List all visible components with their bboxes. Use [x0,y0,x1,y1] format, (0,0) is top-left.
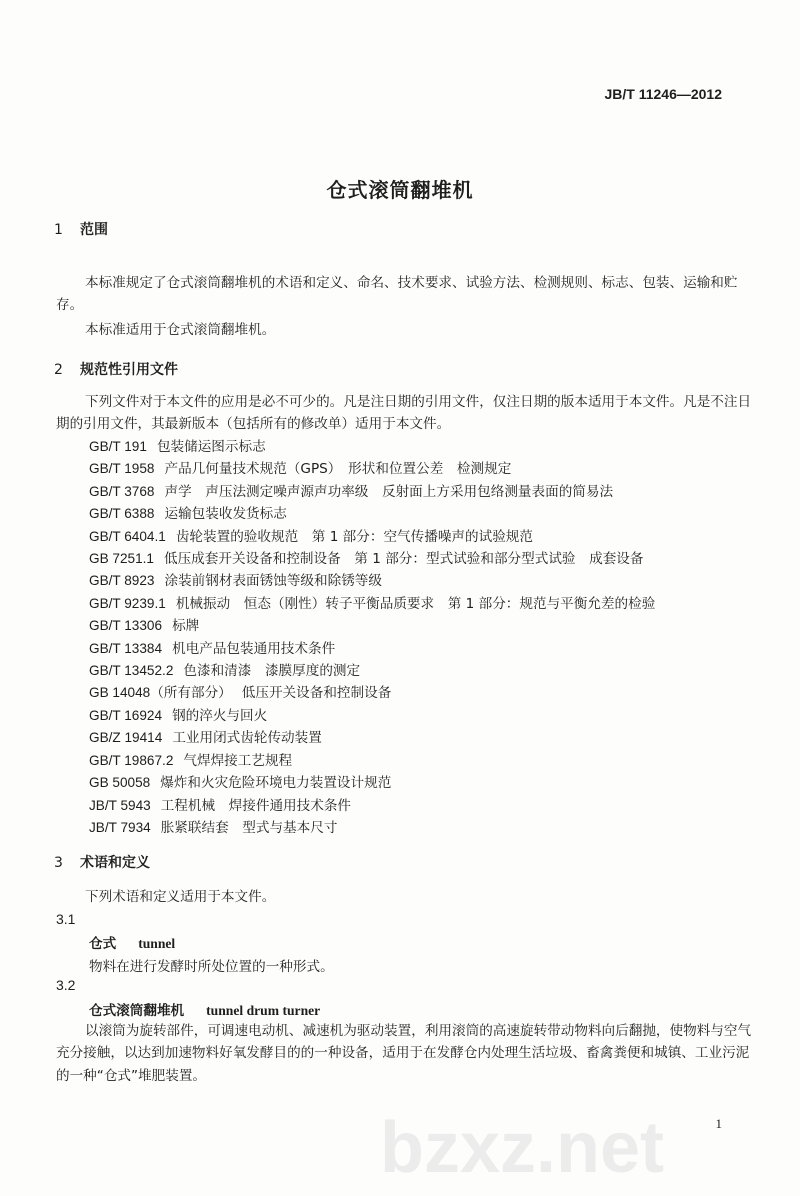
reference-code: GB/T 3768 [89,483,155,499]
reference-code: JB/T 5943 [89,797,151,813]
reference-list [89,436,655,839]
reference-item [89,458,655,480]
document-title: 仓式滚筒翻堆机 [326,178,474,202]
term-number: 3.2 [56,977,76,993]
reference-title: 工业用闭式齿轮传动装置 [172,730,322,747]
reference-title: 运输包装收发货标志 [164,506,287,523]
reference-item [89,750,655,772]
section-1-para-2 [56,319,756,341]
reference-code: GB/T 8923 [89,573,155,589]
reference-item [89,570,655,592]
term-definition [56,1020,756,1087]
reference-code: GB/T 6404.1 [89,528,166,544]
reference-item [89,727,655,749]
term-zh: 仓式滚筒翻堆机 [89,1003,185,1019]
reference-item [89,593,655,615]
reference-title: 齿轮装置的验收规范 第 1 部分：空气传播噪声的试验规范 [175,528,533,545]
term-heading [89,999,320,1019]
standard-number: JB/T 11246—2012 [604,86,722,102]
reference-item [89,705,655,727]
reference-title: 工程机械 焊接件通用技术条件 [160,797,352,814]
reference-code: GB/T 191 [89,439,147,454]
section-2-para [56,391,756,436]
reference-title: 钢的淬火与回火 [172,707,268,724]
section-title: 范围 [80,222,108,238]
reference-title: 胀紧联结套 型式与基本尺寸 [160,819,338,836]
reference-title: 气焊焊接工艺规程 [183,752,293,769]
section-3-para [56,886,756,908]
term-definition: 物料在进行发酵时所处位置的一种形式。 [89,959,334,975]
reference-title: 低压开关设备和控制设备 [241,685,392,702]
paragraph-text: 下列术语和定义适用于本文件。 [85,889,276,905]
section-1-heading [54,219,108,239]
term-zh: 仓式 [89,936,117,952]
section-title: 术语和定义 [80,855,150,871]
reference-code: GB 7251.1 [89,551,154,567]
reference-code: GB/T 19867.2 [89,752,174,768]
section-number: 1 [54,222,63,238]
reference-item [89,817,655,839]
term-number: 3.1 [56,911,76,927]
section-3-heading [54,852,150,872]
reference-title: 产品几何量技术规范（GPS） 形状和位置公差 检测规定 [164,461,512,478]
watermark: bzxz.net [380,1108,665,1188]
term-en: tunnel drum turner [206,1003,321,1018]
reference-code: GB/T 13452.2 [89,663,174,679]
section-title: 规范性引用文件 [80,362,178,378]
reference-item [89,638,655,660]
reference-item [89,481,655,503]
reference-title: 包装储运图示标志 [156,439,266,455]
reference-code: GB/T 13306 [89,618,163,634]
reference-item [89,660,655,682]
reference-item [89,526,655,548]
paragraph-text: 以滚筒为旋转部件，可调速电动机、减速机为驱动装置，利用滚筒的高速旋转带动物料向后翻抛，使物料与空气充分接触，以达到加速物料好氧发酵目的的一种设备，适用于在发酵仓内处理生活垃圾、畜禽粪便和城镇、工业污泥的一种“仓式”堆肥装置。 [56,1023,752,1084]
reference-title: 涂装前钢材表面锈蚀等级和除锈等级 [164,573,382,590]
reference-code: GB/T 6388 [89,506,155,522]
reference-code: GB/T 13384 [89,640,163,656]
reference-item [89,548,655,570]
reference-title: 色漆和清漆 漆膜厚度的测定 [183,663,361,680]
section-number: 3 [54,855,63,871]
reference-item [89,503,655,525]
reference-title: 机械振动 恒态（刚性）转子平衡品质要求 第 1 部分：规范与平衡允差的检验 [175,595,656,612]
reference-code: GB/Z 19414 [89,730,163,746]
section-2-heading [54,359,178,379]
term-en: tunnel [138,936,176,951]
reference-title: 机电产品包装通用技术条件 [172,640,336,657]
reference-title: 低压成套开关设备和控制设备 第 1 部分：型式试验和部分型式试验 成套设备 [164,551,644,568]
reference-item [89,795,655,817]
paragraph-text: 本标准规定了仓式滚筒翻堆机的术语和定义、命名、技术要求、试验方法、检测规则、标志、包装、运输和贮存。 [56,275,738,314]
section-number: 2 [54,362,63,378]
reference-item [89,772,655,794]
section-1-para-1 [56,272,756,317]
reference-title: 爆炸和火灾危险环境电力装置设计规范 [160,775,392,792]
page-number: 1 [715,1116,722,1131]
reference-code: GB/T 16924 [89,707,163,723]
reference-title: 标牌 [172,618,200,635]
reference-code: GB/T 9239.1 [89,595,166,611]
reference-code: GB/T 1958 [89,461,155,477]
reference-item [89,615,655,637]
reference-code: GB 50058 [89,775,151,791]
paragraph-text: 下列文件对于本文件的应用是必不可少的。凡是注日期的引用文件，仅注日期的版本适用于本文件。凡是不注日期的引用文件，其最新版本（包括所有的修改单）适用于本文件。 [56,394,752,433]
reference-title: 声学 声压法测定噪声源声功率级 反射面上方采用包络测量表面的简易法 [164,483,614,500]
paragraph-text: 本标准适用于仓式滚筒翻堆机。 [85,322,276,338]
reference-item [89,436,655,458]
reference-item [89,682,655,704]
term-heading [89,932,175,952]
reference-code: GB 14048（所有部分） [89,685,232,701]
reference-code: JB/T 7934 [89,819,151,835]
